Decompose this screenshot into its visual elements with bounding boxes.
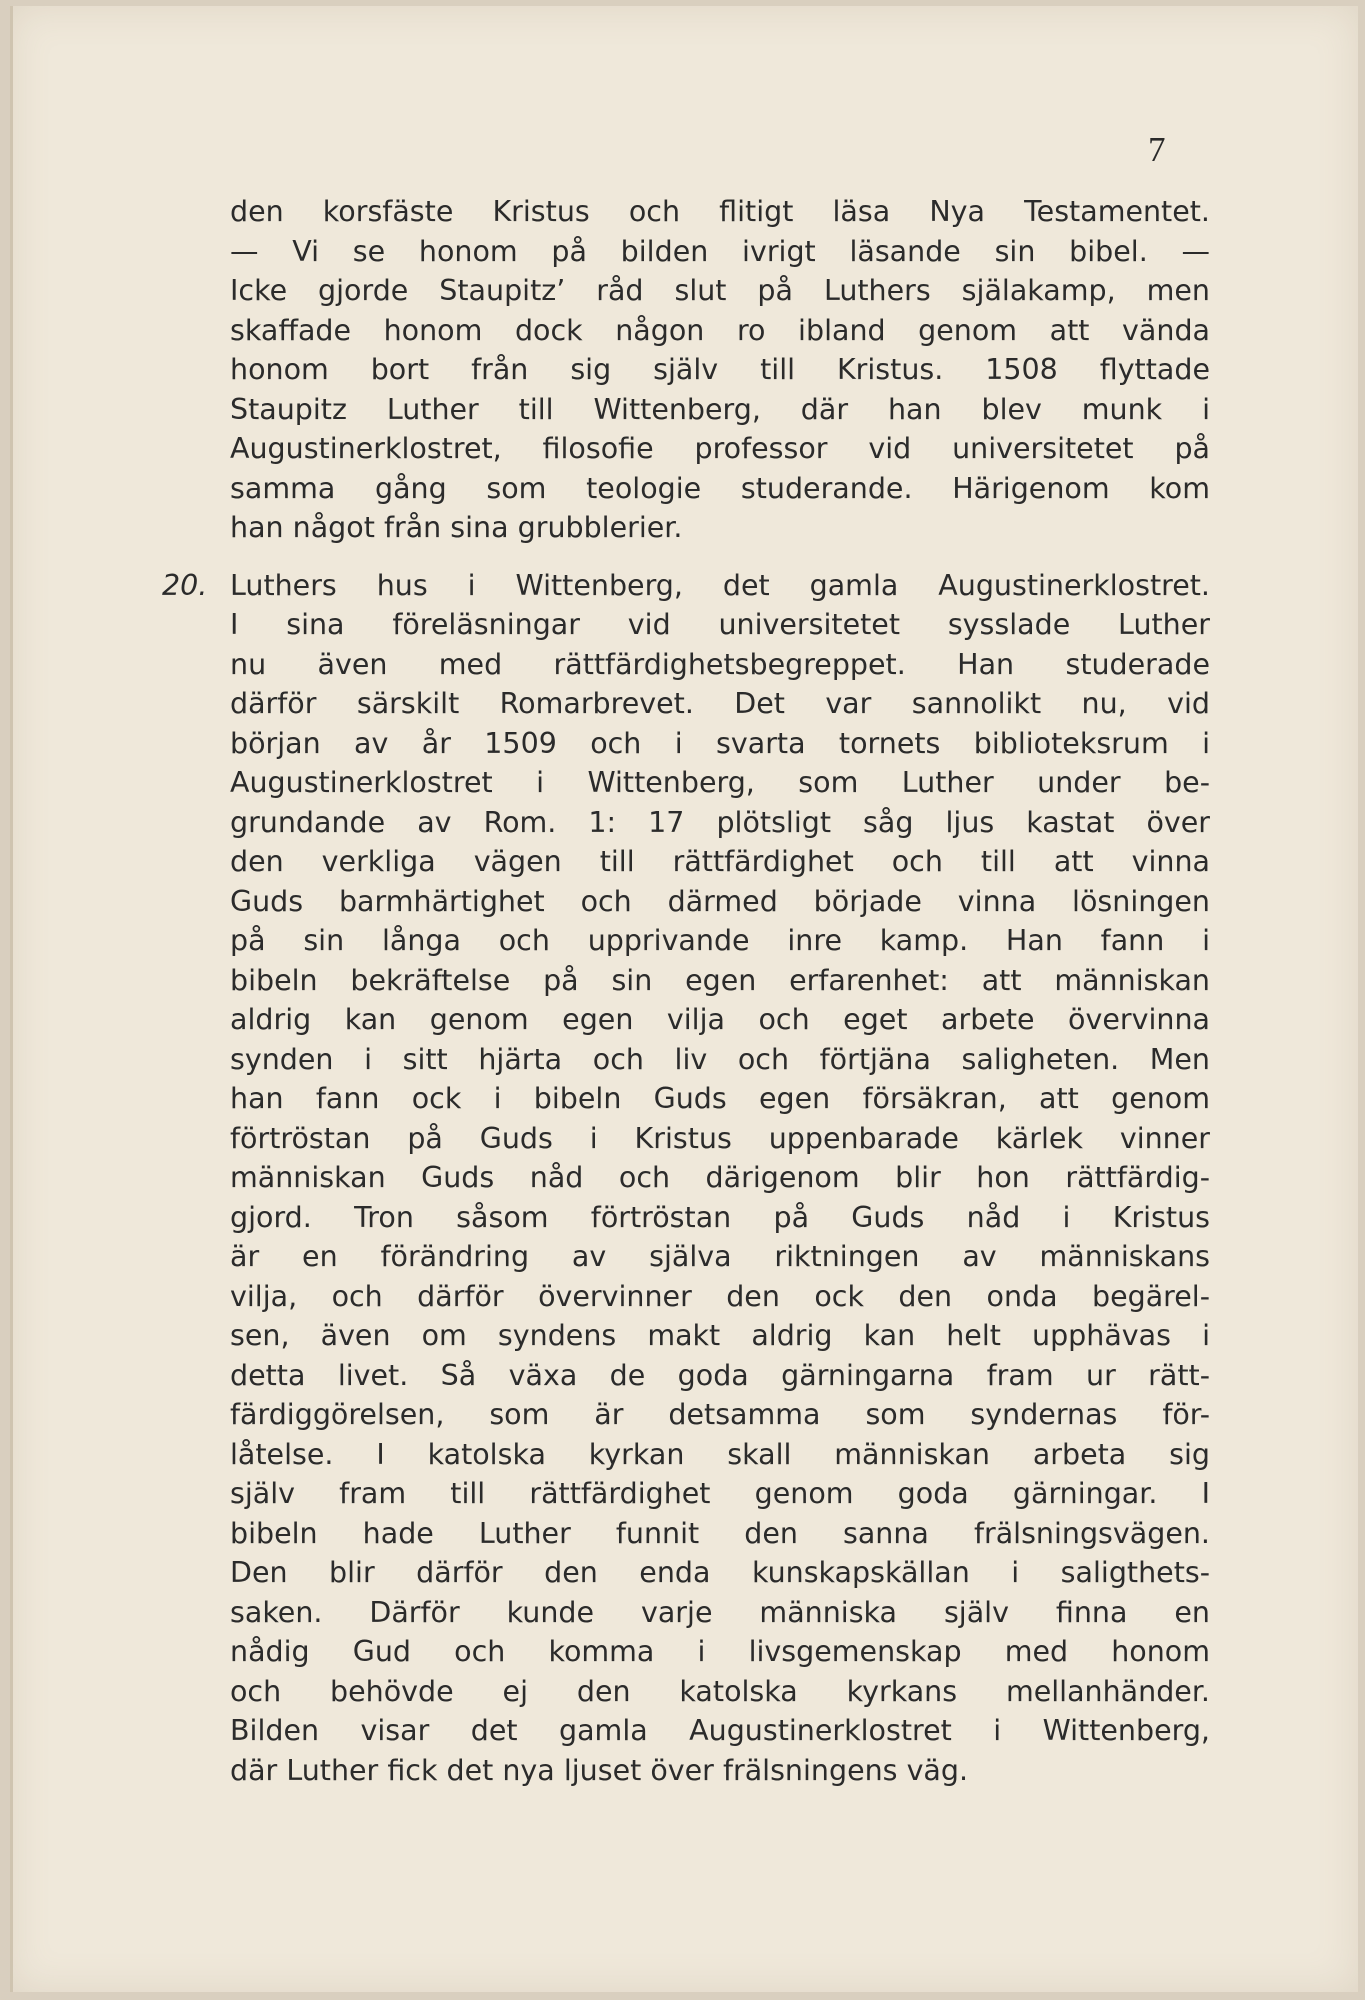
page-number: 7 bbox=[1148, 130, 1166, 169]
section-number: 20. bbox=[162, 568, 208, 602]
text-line: honom bort från sig själv till Kristus. 1508 flyttade bbox=[230, 353, 1210, 386]
text-line: låtelse. I katolska kyrkan skall människan arbeta sig bbox=[230, 1437, 1210, 1471]
text-line: början av år 1509 och i svarta tornets biblioteksrum i bbox=[230, 726, 1210, 760]
text-line: vilja, och därför övervinner den ock den onda begärel- bbox=[230, 1279, 1210, 1313]
text-line: aldrig kan genom egen vilja och eget arbete övervinna bbox=[230, 1003, 1210, 1036]
section-heading bbox=[162, 566, 1210, 606]
text-line: där Luther fick det nya ljuset över frälsningens väg. bbox=[230, 1753, 969, 1787]
text-line: färdiggörelsen, som är detsamma som syndernas för- bbox=[230, 1398, 1210, 1431]
text-line: på sin långa och upprivande inre kamp. Han fann i bbox=[230, 924, 1210, 957]
text-line: därför särskilt Romarbrevet. Det var sannolikt nu, vid bbox=[230, 687, 1210, 720]
text-line: sen, även om syndens makt aldrig kan helt upphävas i bbox=[230, 1319, 1210, 1352]
text-line: gjord. Tron såsom förtröstan på Guds nåd i Kristus bbox=[230, 1200, 1210, 1234]
text-line: Augustinerklostret i Wittenberg, som Luther under be- bbox=[230, 766, 1210, 799]
text-line: detta livet. Så växa de goda gärningarna fram ur rätt- bbox=[230, 1358, 1210, 1392]
text-line: samma gång som teologie studerande. Härigenom kom bbox=[230, 471, 1210, 505]
text-line: skaffade honom dock någon ro ibland genom att vända bbox=[230, 313, 1210, 347]
text-line: Guds barmhärtighet och därmed började vinna lösningen bbox=[230, 884, 1210, 918]
text-line: I sina föreläsningar vid universitetet sysslade Luther bbox=[230, 608, 1210, 641]
text-line: synden i sitt hjärta och liv och förtjäna saligheten. Men bbox=[230, 1042, 1210, 1076]
text-body bbox=[162, 192, 1210, 1790]
text-line: människan Guds nåd och därigenom blir hon rättfärdig- bbox=[230, 1161, 1210, 1194]
text-line: Bilden visar det gamla Augustinerklostret i Wittenberg, bbox=[230, 1714, 1210, 1747]
text-line: — Vi se honom på bilden ivrigt läsande sin bibel. — bbox=[230, 234, 1210, 268]
text-line: saken. Därför kunde varje människa själv finna en bbox=[230, 1595, 1210, 1629]
paragraph-1 bbox=[230, 192, 1210, 548]
text-line: Augustinerklostret, filosofie professor vid universitetet på bbox=[230, 432, 1210, 465]
text-line: bibeln bekräftelse på sin egen erfarenhet: att människan bbox=[230, 963, 1210, 997]
text-line: är en förändring av själva riktningen av människans bbox=[230, 1240, 1210, 1273]
text-line: den korsfäste Kristus och flitigt läsa Nya Testamentet. bbox=[230, 195, 1210, 228]
section-title: Luthers hus i Wittenberg, det gamla Augustinerklostret. bbox=[230, 568, 1210, 602]
text-line: själv fram till rättfärdighet genom goda gärningar. I bbox=[230, 1477, 1210, 1510]
text-line: Staupitz Luther till Wittenberg, där han blev munk i bbox=[230, 392, 1210, 426]
text-line: bibeln hade Luther funnit den sanna frälsningsvägen. bbox=[230, 1516, 1210, 1550]
text-line: Icke gjorde Staupitz’ råd slut på Luthers själakamp, men bbox=[230, 274, 1210, 307]
book-page bbox=[10, 6, 1358, 1992]
text-line: grundande av Rom. 1: 17 plötsligt såg ljus kastat över bbox=[230, 805, 1210, 839]
text-line: den verkliga vägen till rättfärdighet och till att vinna bbox=[230, 845, 1210, 878]
text-line: nådig Gud och komma i livsgemenskap med honom bbox=[230, 1635, 1210, 1668]
page-spine-edge bbox=[10, 6, 13, 1992]
text-line: nu även med rättfärdighetsbegreppet. Han studerade bbox=[230, 647, 1210, 681]
text-line: och behövde ej den katolska kyrkans mellanhänder. bbox=[230, 1674, 1210, 1708]
text-line: han fann ock i bibeln Guds egen försäkran, att genom bbox=[230, 1082, 1210, 1115]
text-line: Den blir därför den enda kunskapskällan i saligthets- bbox=[230, 1556, 1210, 1589]
text-line: han något från sina grubblerier. bbox=[230, 511, 683, 544]
section-20 bbox=[162, 566, 1210, 1791]
text-line: förtröstan på Guds i Kristus uppenbarade kärlek vinner bbox=[230, 1121, 1210, 1155]
